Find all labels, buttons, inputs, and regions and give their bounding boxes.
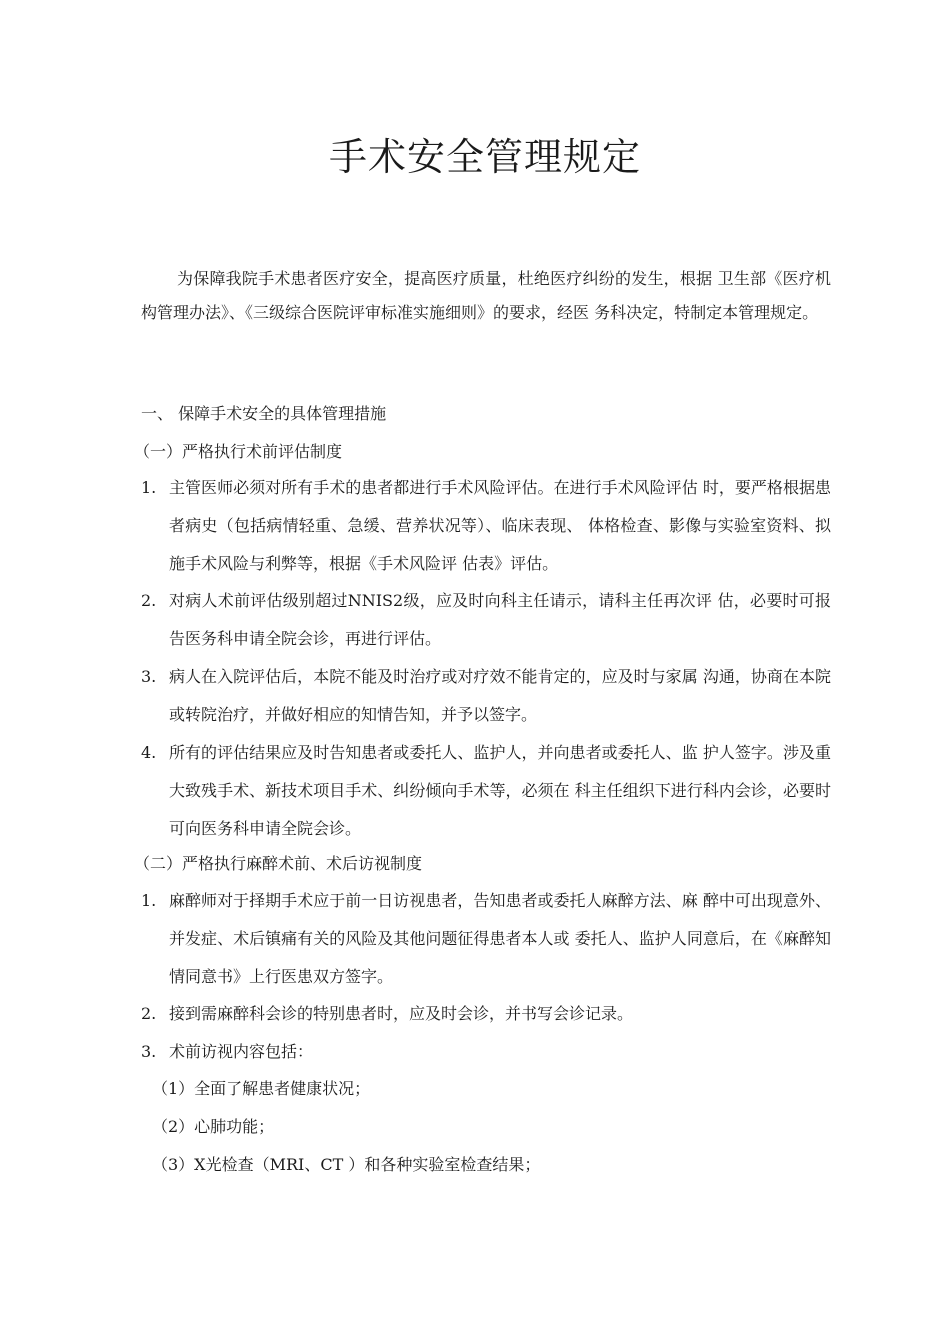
list-item <box>141 1033 831 1071</box>
list-item-number: 2. <box>141 1004 157 1023</box>
list-item-text: 对病人术前评估级别超过NNIS2级，应及时向科主任请示，请科主任再次评 估，必要时可报告医务科申请全院会诊，再进行评估。 <box>169 591 831 648</box>
list-item-text: 所有的评估结果应及时告知患者或委托人、监护人，并向患者或委托人、监 护人签字。涉及重大致残手术、新技术项目手术、纠纷倾向手术等，必须在 科主任组织下进行科内会诊，必要时可向医务科申请全院会诊。 <box>169 743 831 838</box>
list-item-text: 麻醉师对于择期手术应于前一日访视患者，告知患者或委托人麻醉方法、麻 醉中可出现意外、并发症、术后镇痛有关的风险及其他问题征得患者本人或 委托人、监护人同意后，在《麻醉知情同意书》上行医患双方签字。 <box>169 891 831 986</box>
list-item-number: 1. <box>141 891 157 910</box>
list-item-number: 3. <box>141 667 157 686</box>
list-item <box>141 882 831 996</box>
list-item <box>141 469 831 583</box>
sub-list-item: （1）全面了解患者健康状况； <box>152 1079 371 1098</box>
list-item <box>141 658 831 734</box>
list-item-text: 接到需麻醉科会诊的特别患者时，应及时会诊，并书写会诊记录。 <box>169 1004 634 1023</box>
subsection-heading: （二）严格执行麻醉术前、术后访视制度 <box>134 854 423 873</box>
list-item-text: 主管医师必须对所有手术的患者都进行手术风险评估。在进行手术风险评估 时，要严格根据患者病史（包括病情轻重、急缓、营养状况等）、临床表现、 体格检查、影像与实验室资料、拟施手术风险与利弊等，根据《手术风险评 估表》评估。 <box>169 478 831 573</box>
list-item <box>141 734 831 848</box>
sub-list-item: （3）X光检查（MRI、CT ）和各种实验室检查结果； <box>152 1155 541 1174</box>
subsection-heading: （一）严格执行术前评估制度 <box>134 442 343 461</box>
list-item-number: 4. <box>141 743 157 762</box>
section-heading: 一、 保障手术安全的具体管理措施 <box>141 404 387 423</box>
list-item-number: 1. <box>141 478 157 497</box>
list-item <box>141 582 831 658</box>
list-item-number: 3. <box>141 1042 157 1061</box>
list-item-text: 术前访视内容包括： <box>169 1042 314 1061</box>
list-item <box>141 995 831 1033</box>
sub-list-item: （2）心肺功能； <box>152 1117 275 1136</box>
list-item-text: 病人在入院评估后，本院不能及时治疗或对疗效不能肯定的，应及时与家属 沟通，协商在本院或转院治疗，并做好相应的知情告知，并予以签字。 <box>169 667 831 724</box>
document-title: 手术安全管理规定 <box>328 135 641 180</box>
intro-paragraph: 为保障我院手术患者医疗安全，提高医疗质量，杜绝医疗纠纷的发生，根据 卫生部《医疗机构管理办法》、《三级综合医院评审标准实施细则》的要求，经医 务科决定，特制定本管理规定。 <box>141 269 831 322</box>
list-item-number: 2. <box>141 591 157 610</box>
